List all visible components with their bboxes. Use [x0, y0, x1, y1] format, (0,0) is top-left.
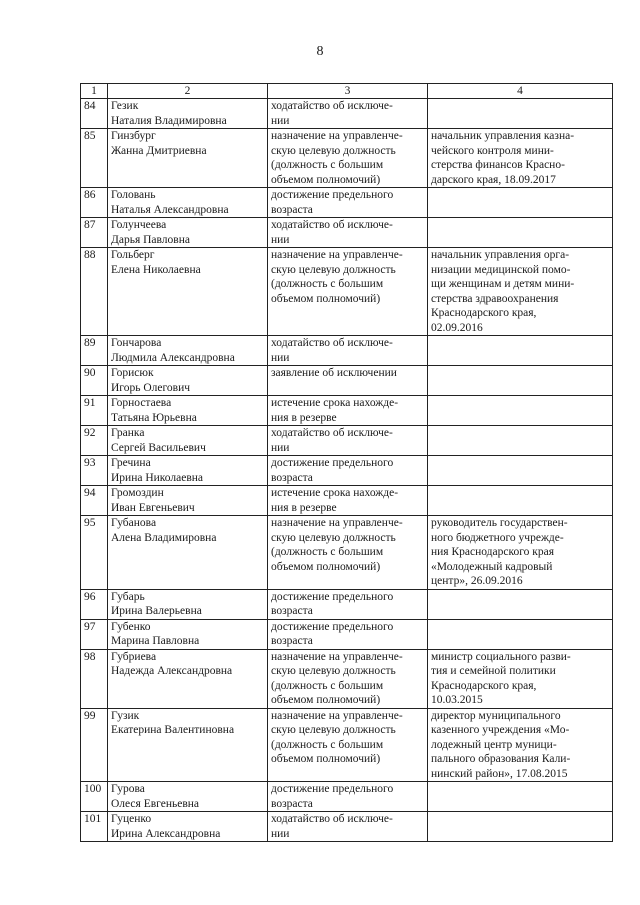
table-row — [81, 619, 613, 649]
person-name — [108, 516, 268, 590]
appointed-position: руководитель государствен- ного бюджетного учрежде- ния Краснодарского края «Молодежный кадровый центр», 26.09.2016 — [428, 516, 613, 590]
person-name — [108, 366, 268, 396]
exclusion-reason: ходатайство об исключе- нии — [268, 426, 428, 456]
row-number: 101 — [81, 812, 108, 842]
person-name — [108, 649, 268, 708]
appointed-position: начальник управления казна- чейского контроля мини- стерства финансов Красно- дарского края, 18.09.2017 — [428, 129, 613, 188]
header-col-1: 1 — [81, 84, 108, 99]
person-given-names: Наталья Александровна — [111, 203, 229, 216]
table-row — [81, 366, 613, 396]
exclusion-reason: истечение срока нахожде- ния в резерве — [268, 486, 428, 516]
exclusion-reason: заявление об исключении — [268, 366, 428, 396]
person-given-names: Сергей Васильевич — [111, 441, 206, 454]
person-surname: Гречина — [111, 457, 151, 469]
person-name — [108, 456, 268, 486]
appointed-position: министр социального разви- тия и семейной политики Краснодарского края, 10.03.2015 — [428, 649, 613, 708]
table-row — [81, 248, 613, 336]
appointed-position — [428, 782, 613, 812]
person-given-names: Наталия Владимировна — [111, 114, 227, 127]
person-name — [108, 812, 268, 842]
person-given-names: Ирина Александровна — [111, 827, 221, 840]
person-given-names: Надежда Александровна — [111, 665, 233, 677]
header-col-2: 2 — [108, 84, 268, 99]
person-surname: Гинзбург — [111, 130, 156, 142]
table-row — [81, 589, 613, 619]
exclusion-reason: достижение предельного возраста — [268, 589, 428, 619]
person-surname: Гурова — [111, 783, 145, 795]
person-surname: Гольберг — [111, 249, 155, 261]
row-number: 100 — [81, 782, 108, 812]
row-number: 85 — [81, 129, 108, 188]
appointed-position: начальник управления орга- низации медицинской помо- щи женщинам и детям мини- стерства здравоохранения Краснодарского края, 02.09.2016 — [428, 248, 613, 336]
person-given-names: Олеся Евгеньевна — [111, 797, 200, 810]
appointed-position: директор муниципального казенного учреждения «Мо- лодежный центр муници- пального образования Кали- нинский район», 17.08.2015 — [428, 708, 613, 782]
person-given-names: Игорь Олегович — [111, 381, 191, 394]
person-surname: Голунчеева — [111, 219, 167, 231]
person-surname: Губенко — [111, 620, 151, 633]
person-name — [108, 248, 268, 336]
table-row — [81, 812, 613, 842]
person-name — [108, 708, 268, 782]
person-surname: Губанова — [111, 517, 157, 529]
person-surname: Горисюк — [111, 367, 154, 379]
person-given-names: Иван Евгеньевич — [111, 501, 195, 514]
appointed-position — [428, 99, 613, 129]
exclusion-reason: назначение на управленче- скую целевую должность (должность с большим объемом полномочий) — [268, 516, 428, 590]
person-name — [108, 486, 268, 516]
appointed-position — [428, 396, 613, 426]
person-name — [108, 619, 268, 649]
exclusion-reason: ходатайство об исключе- нии — [268, 336, 428, 366]
row-number: 91 — [81, 396, 108, 426]
person-given-names: Екатерина Валентиновна — [111, 724, 235, 736]
person-surname: Губарь — [111, 590, 145, 603]
person-name — [108, 188, 268, 218]
appointed-position — [428, 426, 613, 456]
row-number: 99 — [81, 708, 108, 782]
exclusion-reason: достижение предельного возраста — [268, 782, 428, 812]
exclusion-reason: назначение на управленче- скую целевую должность (должность с большим объемом полномочий) — [268, 649, 428, 708]
table-row — [81, 649, 613, 708]
person-surname: Гуценко — [111, 813, 152, 825]
person-surname: Гончарова — [111, 337, 162, 349]
person-surname: Громоздин — [111, 487, 164, 499]
appointed-position — [428, 188, 613, 218]
exclusion-reason: ходатайство об исключе- нии — [268, 99, 428, 129]
appointed-position — [428, 336, 613, 366]
table-row — [81, 456, 613, 486]
person-name — [108, 396, 268, 426]
person-name — [108, 426, 268, 456]
row-number: 93 — [81, 456, 108, 486]
person-surname: Гузик — [111, 709, 140, 722]
exclusion-reason: назначение на управленче- скую целевую должность (должность с большим объемом полномочий) — [268, 129, 428, 188]
appointed-position — [428, 589, 613, 619]
person-surname: Губриева — [111, 650, 157, 663]
person-name — [108, 218, 268, 248]
person-given-names: Дарья Павловна — [111, 233, 190, 246]
header-col-4: 4 — [428, 84, 613, 99]
row-number: 98 — [81, 649, 108, 708]
table-row — [81, 336, 613, 366]
person-given-names: Ирина Николаевна — [111, 471, 204, 484]
row-number: 86 — [81, 188, 108, 218]
page-number: 8 — [316, 44, 324, 59]
exclusion-reason: ходатайство об исключе- нии — [268, 218, 428, 248]
person-name — [108, 129, 268, 188]
person-name — [108, 336, 268, 366]
appointed-position — [428, 456, 613, 486]
person-surname: Гезик — [111, 100, 139, 112]
row-number: 87 — [81, 218, 108, 248]
exclusion-reason: достижение предельного возраста — [268, 188, 428, 218]
person-given-names: Людмила Александровна — [111, 351, 235, 364]
row-number: 94 — [81, 486, 108, 516]
table-row — [81, 708, 613, 782]
person-name — [108, 589, 268, 619]
row-number: 89 — [81, 336, 108, 366]
person-given-names: Ирина Валерьевна — [111, 605, 202, 617]
row-number: 88 — [81, 248, 108, 336]
appointed-position — [428, 812, 613, 842]
exclusion-reason: истечение срока нахожде- ния в резерве — [268, 396, 428, 426]
person-surname: Головань — [111, 189, 156, 201]
person-given-names: Жанна Дмитриевна — [111, 144, 207, 157]
table-row — [81, 486, 613, 516]
table-row — [81, 426, 613, 456]
person-given-names: Алена Владимировна — [111, 531, 217, 544]
table-row — [81, 782, 613, 812]
person-given-names: Марина Павловна — [111, 635, 200, 647]
table-row — [81, 129, 613, 188]
appointed-position — [428, 619, 613, 649]
row-number: 95 — [81, 516, 108, 590]
appointed-position — [428, 366, 613, 396]
row-number: 90 — [81, 366, 108, 396]
person-name — [108, 782, 268, 812]
reserve-table — [80, 83, 613, 842]
exclusion-reason: назначение на управленче- скую целевую должность (должность с большим объемом полномочий) — [268, 708, 428, 782]
row-number: 84 — [81, 99, 108, 129]
header-col-3: 3 — [268, 84, 428, 99]
person-name — [108, 99, 268, 129]
appointed-position — [428, 486, 613, 516]
table-row — [81, 516, 613, 590]
table-header-row — [81, 84, 613, 99]
person-surname: Гранка — [111, 427, 145, 439]
table-row — [81, 99, 613, 129]
exclusion-reason: достижение предельного возраста — [268, 456, 428, 486]
person-surname: Горностаева — [111, 397, 172, 409]
person-given-names: Татьяна Юрьевна — [111, 411, 197, 424]
row-number: 97 — [81, 619, 108, 649]
person-given-names: Елена Николаевна — [111, 263, 201, 276]
exclusion-reason: назначение на управленче- скую целевую должность (должность с большим объемом полномочий) — [268, 248, 428, 336]
row-number: 96 — [81, 589, 108, 619]
row-number: 92 — [81, 426, 108, 456]
table-row — [81, 396, 613, 426]
appointed-position — [428, 218, 613, 248]
exclusion-reason: ходатайство об исключе- нии — [268, 812, 428, 842]
table-row — [81, 218, 613, 248]
table-row — [81, 188, 613, 218]
exclusion-reason: достижение предельного возраста — [268, 619, 428, 649]
